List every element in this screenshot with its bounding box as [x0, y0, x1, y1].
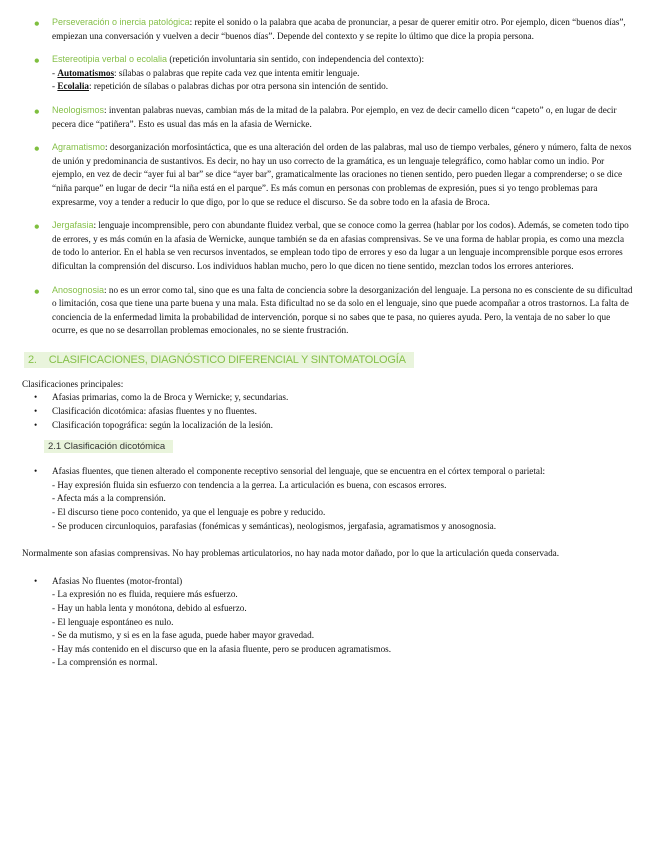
- sub-term-label: Automatismos: [57, 67, 115, 78]
- bullet-icon: •: [34, 419, 38, 430]
- term-description: : desorganización morfosintáctica, que es una alteración del orden de las palabras, mal uso de tiempo verbales, género y número, falta de nexos de unión y predominancia de sustantivos. Es decir, no hay un uso correcto de la gramática, es un lenguaje telegráfico, como hablar como un indio. Por ejemplo, en vez de decir “ayer fui al bar” se dice “ayer bar”, gramaticalmente las oraciones no tienen sentido, pero pueden llegar a comprenderse; o se dice “niña parque” en lugar de decir “la niña está en el parque”. Es más comun en personas con problemas de expresión, pues si yo tengo problemas para expresarme, voy a tender a reducir lo que digo, por lo que se reduce el discurso. Se da sobre todo en la afasia de Broca.: [52, 142, 632, 207]
- term-label: Anosognosia: [52, 284, 105, 295]
- section-heading: [24, 352, 414, 368]
- list-item: [22, 141, 634, 209]
- dash-item: - El discurso tiene poco contenido, ya que el lenguaje es pobre y reducido.: [52, 507, 326, 518]
- term-label: Agramatismo: [52, 142, 106, 153]
- list-item: [22, 391, 634, 405]
- sub-item: - Ecolalia: repetición de sílabas o palabras dichas por otra persona sin intención de sentido.: [52, 81, 389, 92]
- bullet-icon: •: [34, 283, 40, 301]
- bullet-icon: •: [34, 16, 40, 33]
- classifications-list: [22, 391, 634, 432]
- list-item: [22, 465, 634, 533]
- term-label: Estereotipia verbal o ecolalia: [52, 54, 168, 65]
- subsection-heading: 2.1 Clasificación dicotómica: [44, 440, 173, 453]
- list-item: [22, 16, 634, 43]
- term-label: Perseveración o inercia patológica: [52, 17, 190, 27]
- term-description: : repite el sonido o la palabra que acaba de pronunciar, a pesar de querer emitir otro. Por ejemplo, dicen “buenos días”, empiezan una conversación y vuelven a decir “buenos días”. Depende del contexto y se repite lo último que dice la propia persona.: [52, 17, 626, 41]
- sub-term-description: : sílabas o palabras que repite cada vez que intenta emitir lenguaje.: [114, 67, 360, 78]
- bullet-icon: •: [34, 406, 38, 417]
- dash-item: - Afecta más a la comprensión.: [52, 493, 166, 504]
- dash-item: - El lenguaje espontáneo es nulo.: [52, 616, 174, 627]
- list-item: [22, 575, 634, 670]
- dash-item: - Hay un habla lenta y monótona, debido al esfuerzo.: [52, 603, 247, 613]
- term-label: Neologismos: [52, 104, 105, 115]
- sub-term-description: : repetición de sílabas o palabras dichas por otra persona sin intención de sentido.: [89, 81, 389, 92]
- sub-term-label: Ecolalia: [57, 81, 90, 92]
- list-item: [22, 405, 634, 419]
- list-item-text: Afasias primarias, como la de Broca y Wernicke; y, secundarias.: [52, 392, 289, 403]
- bullet-icon: •: [34, 141, 40, 159]
- list-item: [22, 104, 634, 131]
- list-item-text: Clasificación dicotómica: afasias fluentes y no fluentes.: [52, 406, 257, 417]
- list-item-text: Clasificación topográfica: según la localización de la lesión.: [52, 419, 273, 430]
- list-item: [22, 419, 634, 433]
- list-item: [22, 219, 634, 273]
- dash-item: - Hay expresión fluida sin esfuerzo con tendencia a la gerrea. La articulación es buena, con escasos errores.: [52, 479, 447, 490]
- list-item-text: Afasias No fluentes (motor-frontal): [52, 575, 183, 586]
- term-label: Jergafasia: [52, 220, 94, 231]
- section-title: CLASIFICACIONES, DIAGNÓSTICO DIFERENCIAL Y SINTOMATOLOGÍA: [48, 353, 406, 366]
- bullet-icon: •: [34, 466, 38, 477]
- fluent-aphasia-list: [22, 465, 634, 533]
- nonfluent-aphasia-list: [22, 575, 634, 670]
- bullet-icon: •: [34, 392, 38, 403]
- dash-item: - Se da mutismo, y si es en la fase aguda, puede haber mayor gravedad.: [52, 630, 315, 641]
- term-description: : lenguaje incomprensible, pero con abundante fluidez verbal, que se conoce como la gerrea (hablar por los codos). Además, se cometen todo tipo de errores, y es más común en la afasia de Wernicke, aunque también se da en afasias comprensivas. Se ve una forma de hablar propia, es como una mezcla de todo lo anterior. En el habla se ven recursos inventados, se emplean todo tipo de errores y eso da lugar a un lenguaje incomprensible porque esos errores dificultan la comprensión del discurso. Los individuos hablan mucho, pero lo que dicen no tiene sentido, mezclan todos los errores anteriores.: [52, 220, 629, 271]
- section-number: 2.: [28, 353, 37, 366]
- bullet-icon: •: [34, 103, 40, 121]
- bullet-icon: •: [34, 53, 40, 71]
- normal-paragraph: Normalmente son afasias comprensivas. No hay problemas articulatorios, no hay nada motor dañado, por lo que la articulación queda conservada.: [22, 548, 560, 559]
- bullet-icon: •: [34, 219, 40, 237]
- list-item-text: Afasias fluentes, que tienen alterado el componente receptivo sensorial del lenguaje, que se encuentra en el córtex temporal o parietal:: [52, 466, 546, 477]
- term-description: : no es un error como tal, sino que es una falta de conciencia sobre la desorganización del lenguaje. La persona no es consciente de su dificultad o limitación, cosa que tiene una parte buena y una mala. Esta dificultad no se da solo en el lenguaje, sino que puede acompañar a otros trastornos. La falta de conciencia de la enfermedad limita la probabilidad de intervención, porque si no sabes que te pasa, no quieres ayuda. Pero, la ventaja de no saber lo que ocurre, es que no se desarrollan problemas emocionales, no se siente frustración.: [52, 284, 633, 336]
- term-description: : inventan palabras nuevas, cambian más de la mitad de la palabra. Por ejemplo, en vez de decir camello dicen “capeto” o, en lugar de decir pecera dice “patiñera”. Esto es usual das más en la afasia de Wernicke.: [52, 104, 617, 129]
- list-item: [22, 53, 634, 94]
- classifications-intro: Clasificaciones principales:: [22, 378, 124, 389]
- list-item: [22, 284, 634, 338]
- dash-item: - Hay más contenido en el discurso que en la afasia fluente, pero se producen agramatismos.: [52, 643, 392, 654]
- term-description: (repetición involuntaria sin sentido, con independencia del contexto):: [167, 54, 424, 65]
- dash-item: - Se producen circunloquios, parafasias (fonémicas y semánticas), neologismos, jergafasia, agramatismos y anosognosia.: [52, 520, 497, 531]
- dash-item: - La expresión no es fluida, requiere más esfuerzo.: [52, 589, 238, 600]
- sub-item: - Automatismos: sílabas o palabras que repite cada vez que intenta emitir lenguaje.: [52, 67, 360, 78]
- bullet-icon: •: [34, 575, 38, 586]
- dash-item: - La comprensión es normal.: [52, 657, 158, 668]
